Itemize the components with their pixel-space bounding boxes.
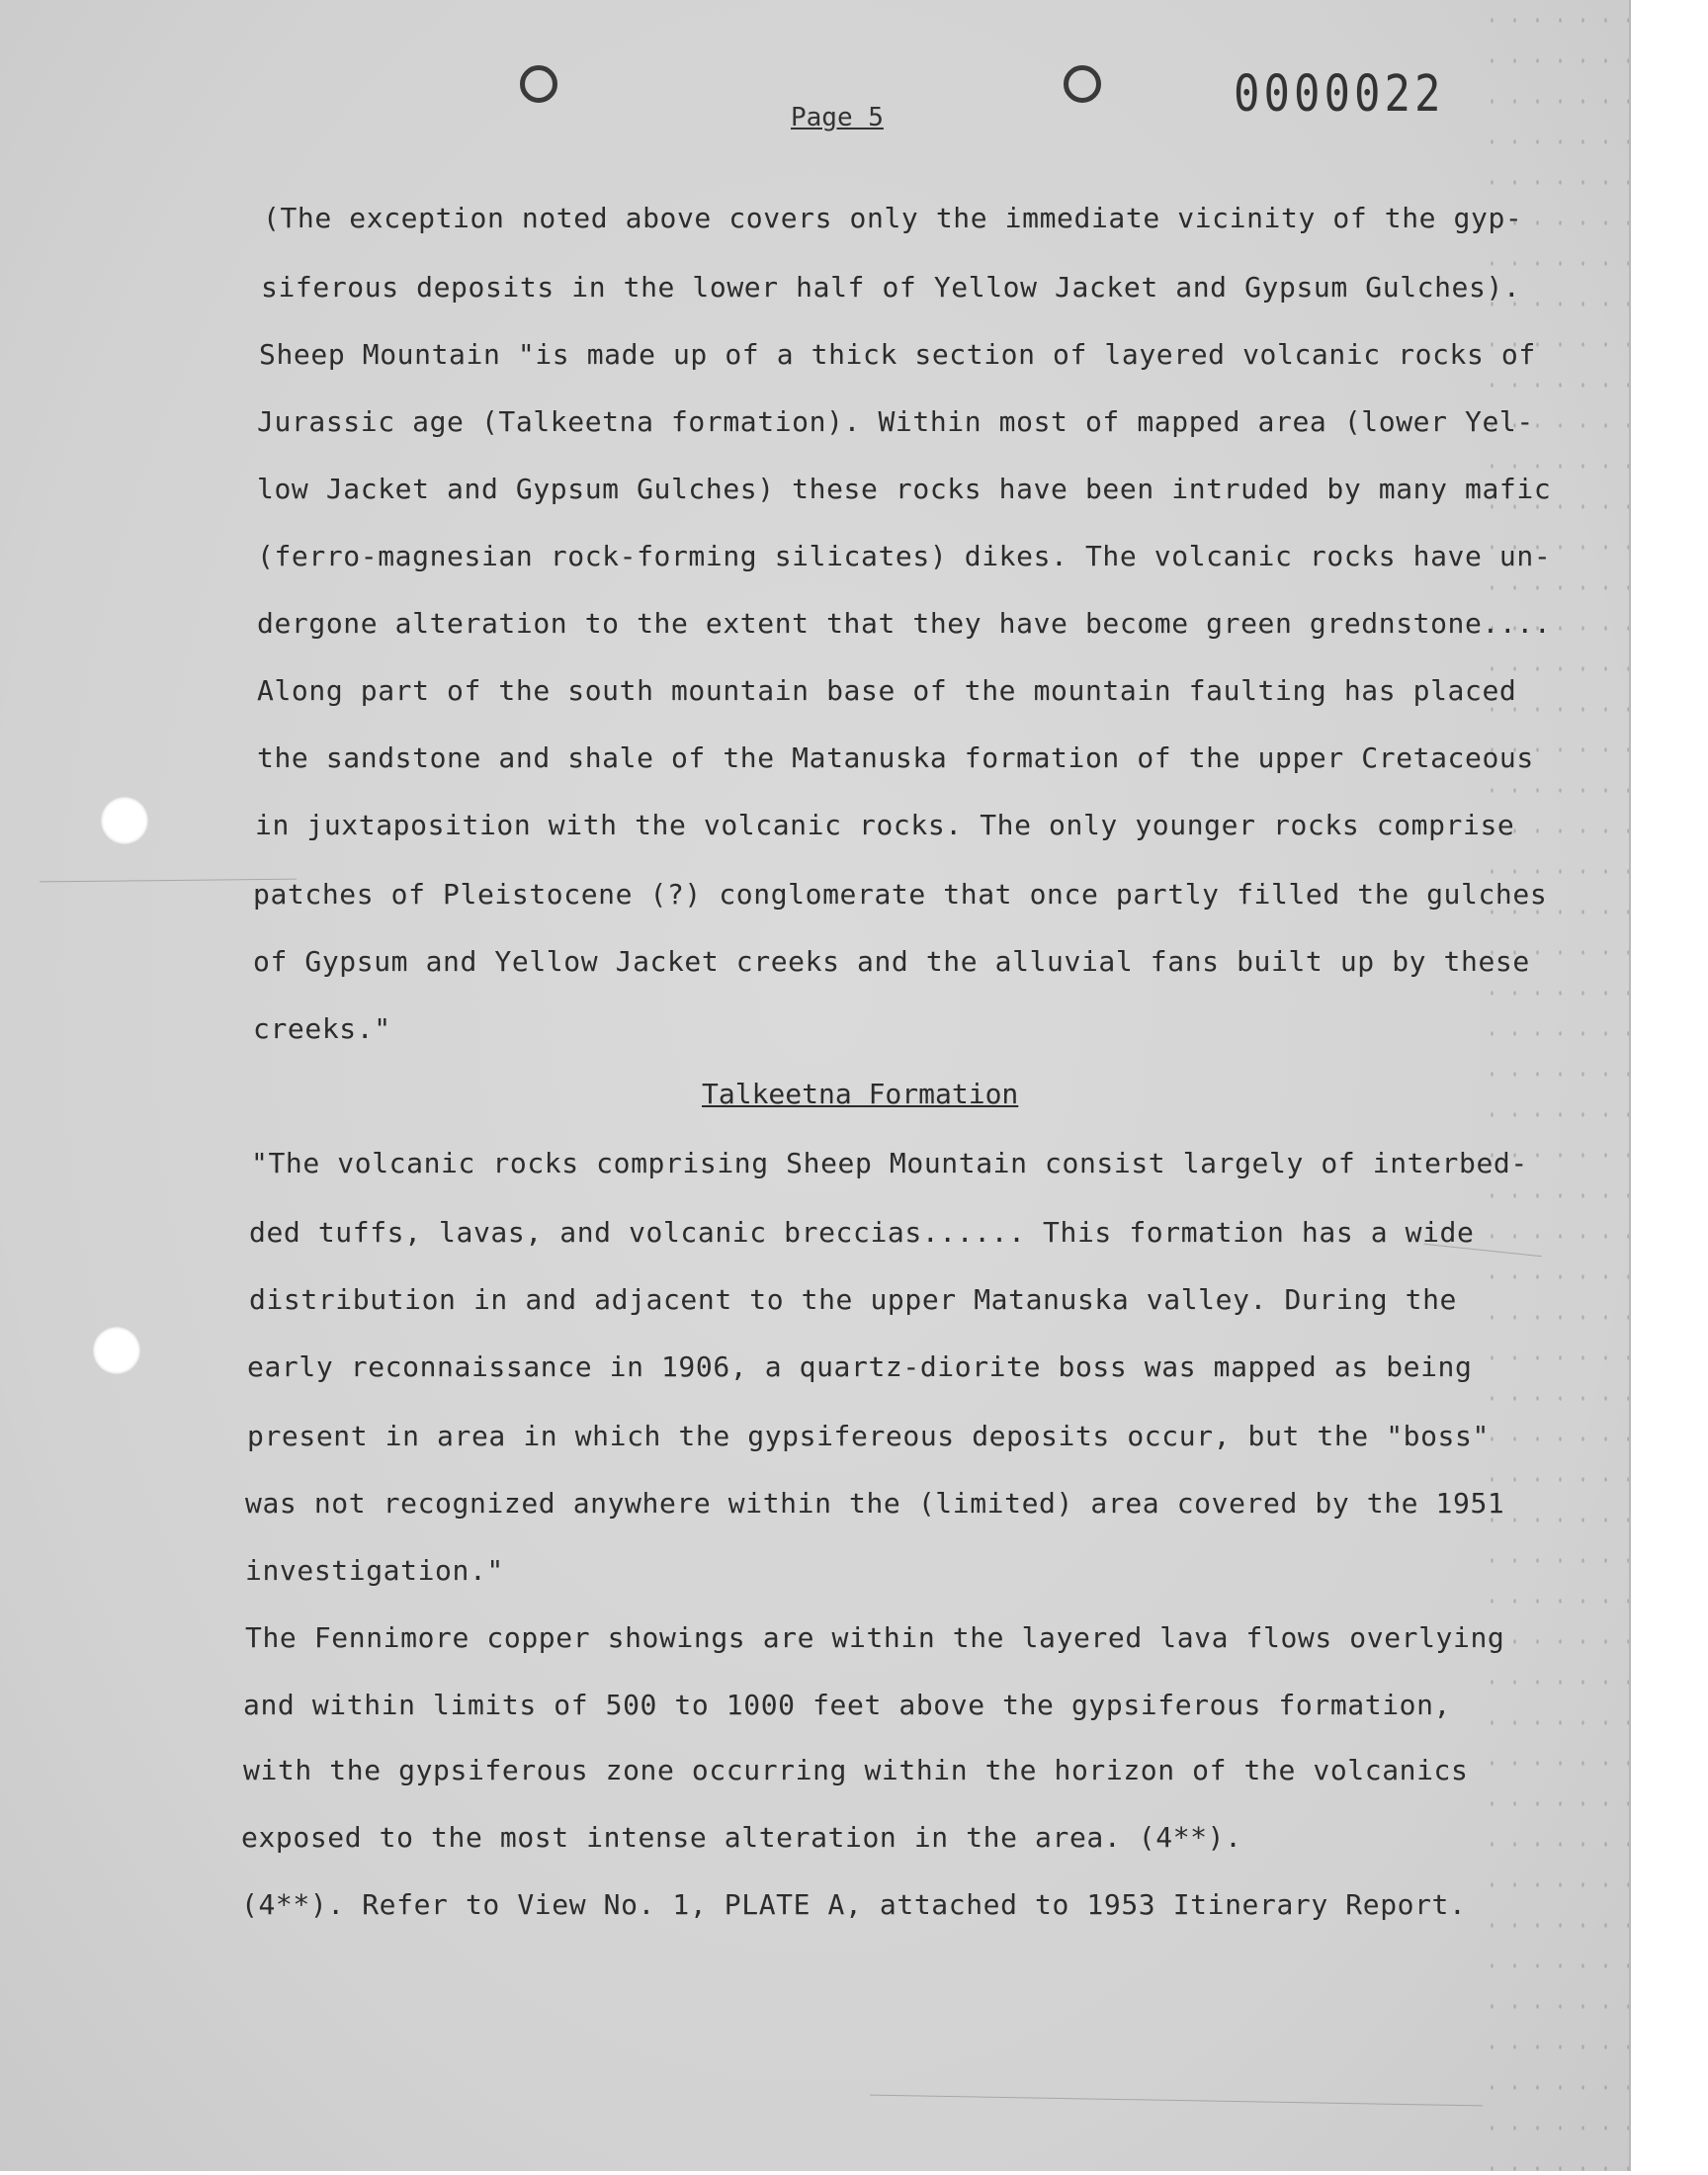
binder-ring-left (520, 65, 557, 103)
text-line: Along part of the south mountain base of the mountain faulting has placed (257, 674, 1517, 707)
text-line: Sheep Mountain "is made up of a thick section of layered volcanic rocks of (259, 338, 1536, 371)
section-heading: Talkeetna Formation (702, 1078, 1019, 1110)
scan-noise (1481, 0, 1629, 2171)
text-line: of Gypsum and Yellow Jacket creeks and the alluvial fans built up by these (253, 945, 1530, 978)
footnote: (4**). Refer to View No. 1, PLATE A, attached to 1953 Itinerary Report. (241, 1888, 1467, 1921)
text-line: distribution in and adjacent to the upper Matanuska valley. During the (249, 1283, 1458, 1316)
fold-line (870, 2095, 1483, 2107)
text-line: creeks." (253, 1012, 391, 1045)
binder-ring-right (1064, 65, 1101, 103)
text-line: exposed to the most intense alteration in the area. (4**). (241, 1821, 1242, 1854)
text-line: patches of Pleistocene (?) conglomerate that once partly filled the gulches (253, 878, 1548, 911)
text-line: and within limits of 500 to 1000 feet above the gypsiferous formation, (243, 1689, 1452, 1721)
text-line: Jurassic age (Talkeetna formation). Within most of mapped area (lower Yel- (257, 405, 1534, 438)
text-line: low Jacket and Gypsum Gulches) these rocks have been intruded by many mafic (257, 473, 1552, 505)
text-line: (ferro-magnesian rock-forming silicates) dikes. The volcanic rocks have un- (257, 540, 1552, 572)
text-line: siferous deposits in the lower half of Yellow Jacket and Gypsum Gulches). (261, 271, 1521, 304)
punch-hole-lower (93, 1327, 140, 1374)
text-line: (The exception noted above covers only the immediate vicinity of the gyp- (263, 202, 1523, 234)
text-line: ded tuffs, lavas, and volcanic breccias...... This formation has a wide (249, 1216, 1475, 1249)
text-line: dergone alteration to the extent that they have become green grednstone.... (257, 607, 1552, 640)
text-line: The Fennimore copper showings are within the layered lava flows overlying (245, 1621, 1505, 1654)
text-line: was not recognized anywhere within the (limited) area covered by the 1951 (245, 1487, 1505, 1520)
text-line: with the gypsiferous zone occurring within the horizon of the volcanics (243, 1754, 1469, 1786)
page-label: Page 5 (791, 103, 884, 132)
document-number: 0000022 (1234, 65, 1445, 124)
text-line: early reconnaissance in 1906, a quartz-diorite boss was mapped as being (247, 1350, 1473, 1383)
text-line: "The volcanic rocks comprising Sheep Mountain consist largely of interbed- (251, 1147, 1528, 1179)
text-line: the sandstone and shale of the Matanuska formation of the upper Cretaceous (257, 741, 1534, 774)
text-line: in juxtaposition with the volcanic rocks. The only younger rocks comprise (255, 809, 1515, 841)
text-line: present in area in which the gypsifereous deposits occur, but the "boss" (247, 1420, 1490, 1452)
text-line: investigation." (245, 1554, 504, 1587)
punch-hole-upper (101, 797, 148, 844)
